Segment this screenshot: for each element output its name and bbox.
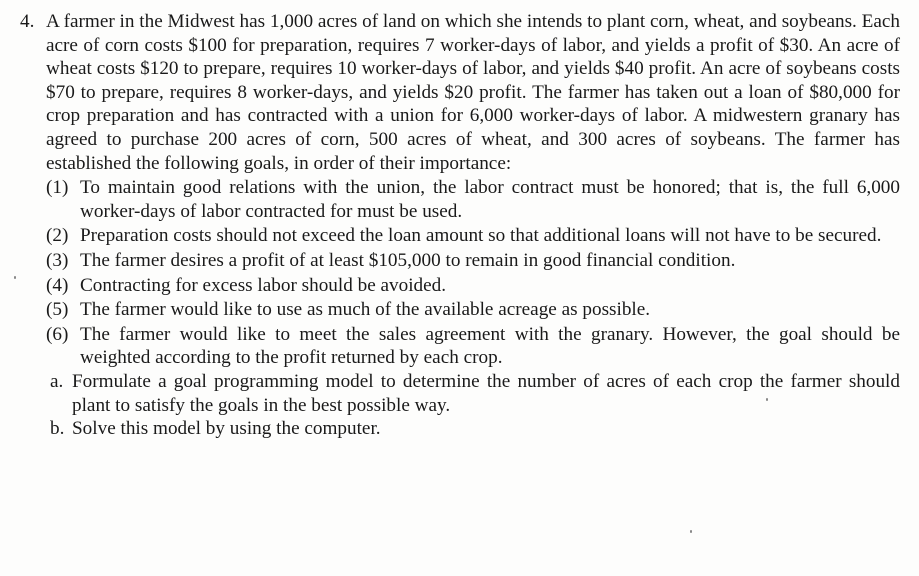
goal-text: Preparation costs should not exceed the loan amount so that additional loans will not have to be secured. [80, 225, 882, 247]
goal-item [46, 176, 900, 223]
part-list [46, 370, 900, 441]
problem-number: 4. [20, 11, 35, 32]
goal-item [46, 224, 900, 248]
scan-mark [766, 398, 768, 401]
problem-body [46, 10, 900, 441]
goal-number: (4) [46, 274, 69, 296]
goal-number: (2) [46, 225, 69, 247]
goal-number: (6) [46, 323, 69, 345]
goal-number: (1) [46, 177, 69, 199]
part-text: Solve this model by using the computer. [72, 418, 381, 440]
goal-number: (3) [46, 249, 69, 271]
part-letter: a. [50, 370, 64, 392]
goal-text: The farmer desires a profit of at least $105,000 to remain in good financial condition. [80, 249, 736, 271]
goal-list [46, 176, 900, 370]
scan-mark [14, 276, 16, 279]
scan-mark [690, 530, 692, 533]
goal-item [46, 298, 900, 322]
goal-text: Contracting for excess labor should be avoided. [80, 274, 447, 296]
problem-4 [20, 10, 900, 441]
goal-text: To maintain good relations with the union, the labor contract must be honored; that is, the full 6,000 worker-days of labor contracted for must be used. [80, 177, 900, 222]
goal-item [46, 249, 900, 273]
goal-text: The farmer would like to meet the sales agreement with the granary. However, the goal should be weighted according to the profit returned by each crop. [80, 323, 900, 369]
part-text: Formulate a goal programming model to determine the number of acres of each crop the farmer should plant to satisfy the goals in the best possible way. [72, 370, 900, 416]
part-letter: b. [50, 418, 65, 440]
goal-item [46, 323, 900, 370]
goal-number: (5) [46, 299, 69, 321]
part-item [46, 417, 900, 441]
problem-intro: A farmer in the Midwest has 1,000 acres of land on which she intends to plant corn, wheat, and soybeans. Each acre of corn costs $100 for preparation, requires 7 worker-days of labor, and yields a profit of $30. An acre of wheat costs $120 to prepare, requires 10 worker-days of labor, and yields $40 profit. An acre of soybeans costs $70 to prepare, requires 8 worker-days, and yields $20 profit. The farmer has taken out a loan of $80,000 for crop preparation and has contracted with a union for 6,000 worker-days of labor. A midwestern granary has agreed to purchase 200 acres of corn, 500 acres of wheat, and 300 acres of soybeans. The farmer has established the following goals, in order of their importance: [46, 11, 900, 174]
goal-text: The farmer would like to use as much of the available acreage as possible. [80, 299, 651, 321]
goal-item [46, 274, 900, 298]
part-item [46, 370, 900, 417]
